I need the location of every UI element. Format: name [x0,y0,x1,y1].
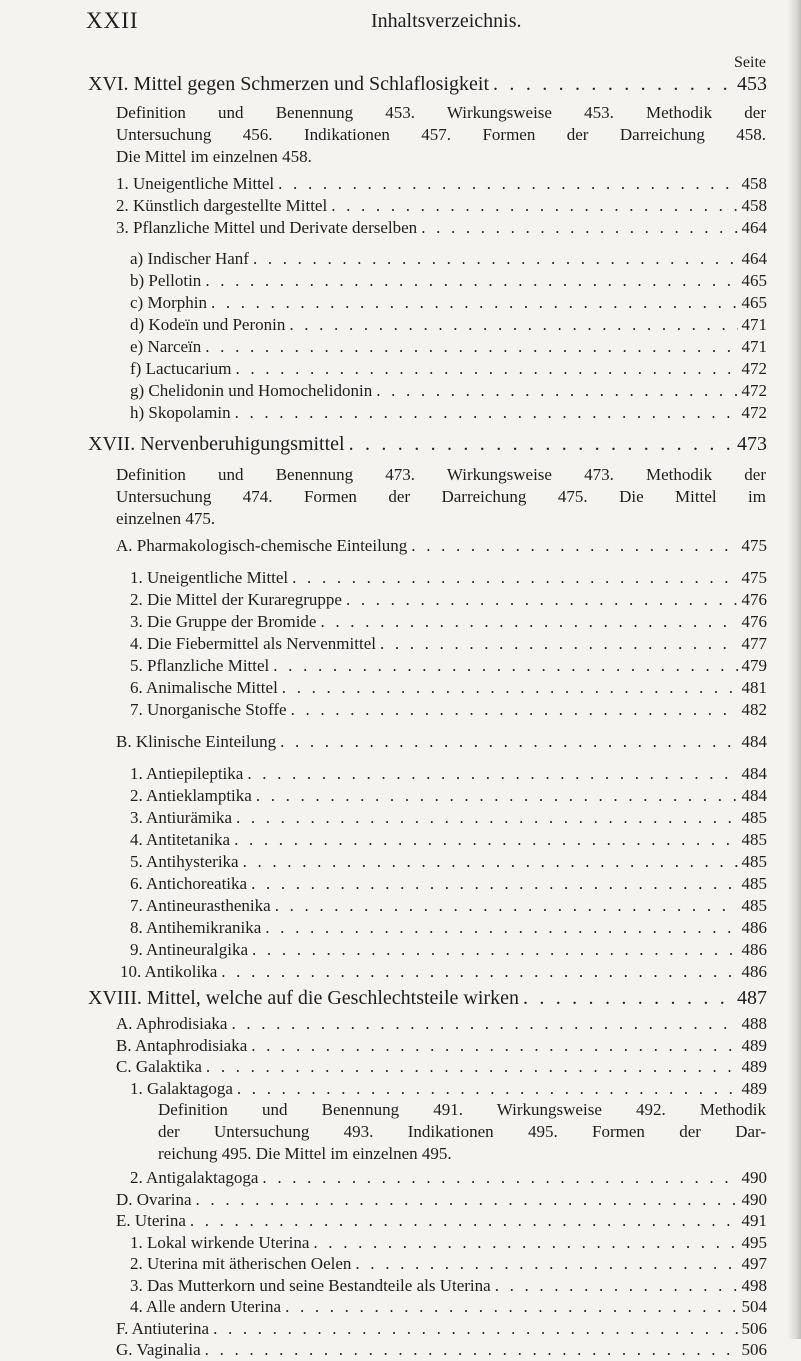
toc-entry[interactable]: 2. Die Mittel der Kuraregruppe . . . 476 [130,589,767,611]
toc-subentry[interactable]: h) Skopolamin . . . 472 [130,402,767,424]
toc-subentry[interactable]: a) Indischer Hanf . . . 464 [130,248,767,270]
toc-group[interactable]: D. Ovarina . . . 490 [116,1189,767,1211]
toc-entry[interactable]: 1. Galaktagoga . . . 489 [130,1078,767,1100]
section-heading[interactable]: XVIII. Mittel, welche auf die Geschlechtsteile wirken . . . 487 [88,985,767,1011]
toc-entry[interactable]: 10. Antikolika . . . 486 [120,961,767,983]
page-number: XXII [86,8,139,33]
toc-group[interactable]: B. Klinische Einteilung . . . 484 [116,731,767,753]
toc-entry[interactable]: 3. Pflanzliche Mittel und Derivate derselben . . . 464 [116,217,767,239]
toc-group[interactable]: F. Antiuterina . . . 506 [116,1318,767,1340]
toc-entry[interactable]: 4. Alle andern Uterina . . . 504 [130,1296,767,1318]
toc-entry[interactable]: 6. Animalische Mittel . . . 481 [130,677,767,699]
toc-subentry[interactable]: e) Narceïn . . . 471 [130,336,767,358]
toc-group[interactable]: A. Pharmakologisch-chemische Einteilung . . . 475 [116,535,767,557]
toc-group[interactable]: E. Uterina . . . 491 [116,1210,767,1232]
toc-entry[interactable]: 5. Pflanzliche Mittel . . . 479 [130,655,767,677]
section-heading[interactable]: XVII. Nervenberuhigungsmittel . . . 473 [88,431,767,457]
toc-subentry[interactable]: d) Kodeïn und Peronin . . . 471 [130,314,767,336]
toc-entry[interactable]: 8. Antihemikranika . . . 486 [130,917,767,939]
toc-subentry[interactable]: g) Chelidonin und Homochelidonin . . . 472 [130,380,767,402]
toc-entry[interactable]: 3. Antiurämika . . . 485 [130,807,767,829]
running-header [86,8,766,38]
toc-entry[interactable]: 1. Lokal wirkende Uterina . . . 495 [130,1232,767,1254]
toc-entry[interactable]: 2. Künstlich dargestellte Mittel . . . 458 [116,195,767,217]
toc-entry[interactable]: 3. Das Mutterkorn und seine Bestandteile als Uterina . . . 498 [130,1275,767,1297]
seite-label: Seite [734,54,766,71]
page-title: Inhaltsverzeichnis. [371,10,522,32]
toc-subentry[interactable]: f) Lactucarium . . . 472 [130,358,767,380]
toc-subentry[interactable]: b) Pellotin . . . 465 [130,270,767,292]
toc-entry[interactable]: 3. Die Gruppe der Bromide . . . 476 [130,611,767,633]
toc-entry[interactable]: 5. Antihysterika . . . 485 [130,851,767,873]
toc-entry[interactable]: 4. Die Fiebermittel als Nervenmittel . . . 477 [130,633,767,655]
toc-group[interactable]: B. Antaphrodisiaka . . . 489 [116,1035,767,1057]
toc-group[interactable]: A. Aphrodisiaka . . . 488 [116,1013,767,1035]
toc-entry[interactable]: 4. Antitetanika . . . 485 [130,829,767,851]
toc-entry[interactable]: 2. Antieklamptika . . . 484 [130,785,767,807]
toc-entry[interactable]: 1. Uneigentliche Mittel . . . 475 [130,567,767,589]
toc-entry[interactable]: 1. Antiepileptika . . . 484 [130,763,767,785]
toc-entry[interactable]: 7. Unorganische Stoffe . . . 482 [130,699,767,721]
toc-group[interactable]: C. Galaktika . . . 489 [116,1056,767,1078]
toc-entry[interactable]: 7. Antineurasthenika . . . 485 [130,895,767,917]
section-description: Definition und Benennung 453. Wirkungsweise 453. Methodik der Untersuchung 456. Indikationen 457. Formen der Darreichung 458. Die Mittel im einzelnen 458. [116,103,766,166]
toc-entry[interactable]: 9. Antineuralgika . . . 486 [130,939,767,961]
toc-group[interactable]: G. Vaginalia . . . 506 [116,1339,767,1361]
toc-entry[interactable]: 1. Uneigentliche Mittel . . . 458 [116,173,767,195]
section-heading[interactable]: XVI. Mittel gegen Schmerzen und Schlaflosigkeit . . . 453 [88,71,767,97]
toc-entry[interactable]: 2. Antigalaktagoga . . . 490 [130,1167,767,1189]
section-description: Definition und Benennung 473. Wirkungsweise 473. Methodik der Untersuchung 474. Formen der Darreichung 475. Die Mittel im einzelnen 475. [116,465,766,528]
toc-subentry[interactable]: c) Morphin . . . 465 [130,292,767,314]
section-description: Definition und Benennung 491. Wirkungsweise 492. Methodik der Untersuchung 493. Indikationen 495. Formen der Dar- reichung 495. Die Mittel im einzelnen 495. [158,1100,766,1163]
toc-entry[interactable]: 2. Uterina mit ätherischen Oelen . . . 497 [130,1253,767,1275]
toc-entry[interactable]: 6. Antichoreatika . . . 485 [130,873,767,895]
page-edge-shadow [787,0,801,1339]
